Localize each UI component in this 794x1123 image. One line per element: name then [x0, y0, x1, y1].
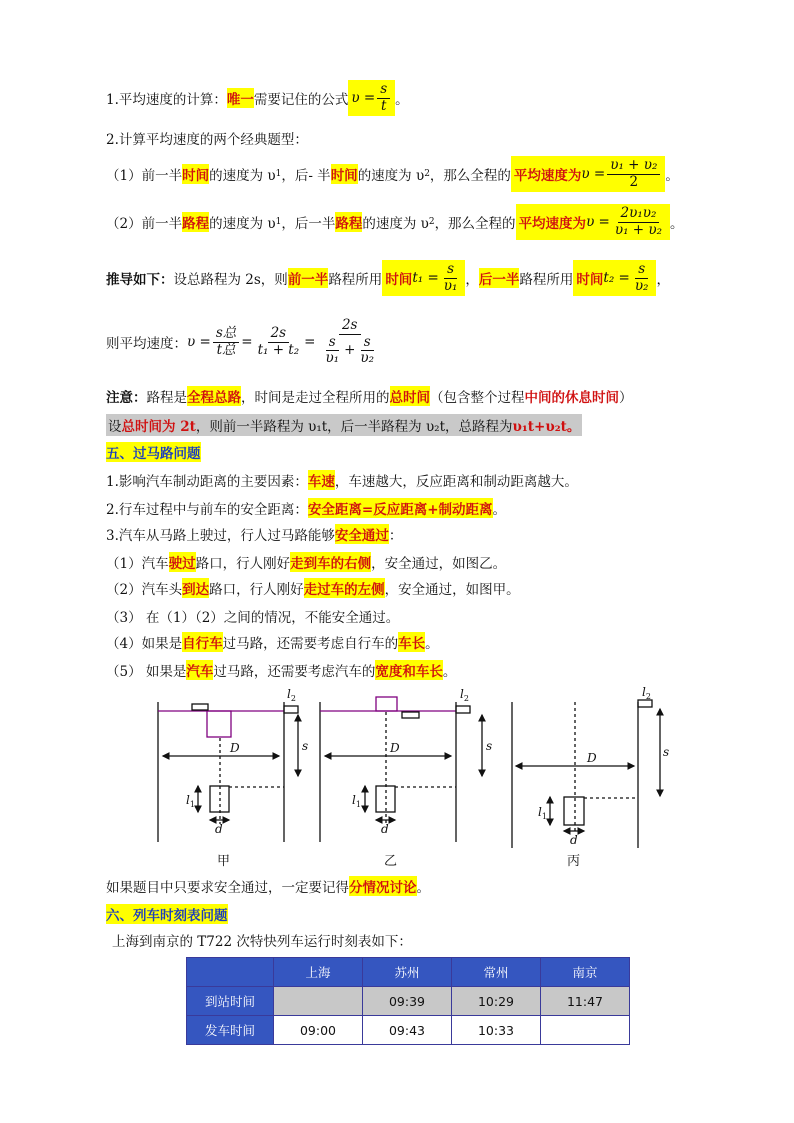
line-8: 设 总时间为 2t ，则前一半路程为 υ₁t，后一半路程为 υ₂t，总路程为 υ₁t+υ₂t。 — [106, 414, 582, 436]
label-d-3: d — [570, 833, 578, 847]
table-row: 到站时间 09:39 10:29 11:47 — [187, 987, 630, 1016]
line-18: 上海到南京的 T722 次特快列车运行时刻表如下： — [112, 934, 412, 950]
label-D-1: D — [230, 741, 240, 755]
line-13: （2）汽车头 到达 路口，行人刚好 走过车的左侧 ，安全通过，如图甲。 — [106, 578, 520, 598]
line-2: 2.计算平均速度的两个经典题型： — [106, 132, 308, 148]
line-14: （3） 在（1）（2）之间的情况，不能安全通过。 — [106, 610, 400, 626]
label-d-1: d — [215, 822, 223, 836]
line-6: 则平均速度： υ = $\frac{\text{s总}}{\text{t总}}$ = $\frac{2s}{\text{t₁ + t₂}}$ = 2s $\frac{s}{\text{υ₁}}$ + $\frac{s}{\text{υ₂}}$ — [106, 317, 375, 367]
caption-jia: 甲 — [217, 854, 231, 869]
line-4: （2）前一半 路程 的速度为 υ 1 ，后一半 路程 的速度为 υ 2 ，那么全程的 平均速度为 υ = $\frac{\text{2υ₁υ₂}}{\text{υ₁ + υ₂}}$ 。 — [106, 204, 684, 240]
label-D-2: D — [390, 741, 400, 755]
label-l2-2: $l_2$ — [460, 687, 469, 703]
line-7: 注意： 路程是 全程总路 ，时间是走过全程所用的 总时间 （包含整个过程 中间的休息时间 ） — [106, 386, 633, 406]
line-16: （5） 如果是 汽车 过马路，还需要考虑汽车的 宽度和车长 。 — [106, 660, 456, 680]
formula-avg-time: 平均速度为 υ = $\frac{\text{υ₁ + υ₂}}{2}$ — [511, 156, 665, 192]
label-l1-2: $l_1$ — [352, 793, 361, 809]
line-17: 如果题目中只要求安全通过，一定要记得 分情况讨论 。 — [106, 876, 430, 896]
section-5-title: 五、过马路问题 — [106, 442, 201, 462]
label-l2-3: $l_2$ — [642, 685, 651, 701]
line-11: 3.汽车从马路上驶过，行人过马路能够 安全通过 ： — [106, 524, 402, 544]
line-12: （1）汽车 驶过 路口，行人刚好 走到车的右侧 ，安全通过，如图乙。 — [106, 552, 506, 572]
label-l1-1: $l_1$ — [186, 793, 195, 809]
train-timetable — [186, 957, 630, 1045]
line-15: （4）如果是 自行车 过马路，还需要考虑自行车的 车长 。 — [106, 632, 439, 652]
label-s-2: s — [486, 739, 493, 753]
table-header-row: 上海 苏州 常州 南京 — [187, 958, 630, 987]
table-row: 发车时间 09:00 09:43 10:33 — [187, 1016, 630, 1045]
line-10: 2.行车过程中与前车的安全距离： 安全距离=反应距离+制动距离 。 — [106, 498, 506, 518]
label-s-3: s — [663, 745, 670, 759]
formula-avg-distance: 平均速度为 υ = $\frac{\text{2υ₁υ₂}}{\text{υ₁ + υ₂}}$ — [516, 204, 670, 240]
line-1: 1.平均速度的计算： 唯一 需要记住的公式 υ = $\frac{s}{t}$ 。 — [106, 80, 409, 116]
label-D-3: D — [587, 751, 597, 765]
line-9: 1.影响汽车制动距离的主要因素： 车速 ，车速越大，反应距离和制动距离越大。 — [106, 470, 578, 490]
section-6-title: 六、列车时刻表问题 — [106, 904, 228, 924]
label-l1-3: $l_1$ — [538, 805, 547, 821]
road-crossing-figures — [150, 684, 670, 850]
caption-yi: 乙 — [384, 854, 398, 869]
line-5: 推导如下： 设总路程为 2s，则 前一半 路程所用 时间 t₁ = $\frac{s}{\text{υ₁}}$ ， 后一半 路程所用 时间 t₂ = $\frac{s}{\text{υ₂}}$ ， — [106, 260, 670, 296]
label-d-2: d — [381, 822, 389, 836]
line-3: （1）前一半 时间 的速度为 υ 1 ，后- 半 时间 的速度为 υ 2 ，那么全程的 平均速度为 υ = $\frac{\text{υ₁ + υ₂}}{2}$ 。 — [106, 156, 679, 192]
formula-v-s-t: υ = $\frac{s}{t}$ — [348, 80, 395, 116]
caption-bing: 丙 — [567, 854, 581, 869]
label-s-1: s — [302, 739, 309, 753]
highlight-only: 唯一 — [227, 88, 254, 108]
label-l2-1: $l_2$ — [287, 687, 296, 703]
